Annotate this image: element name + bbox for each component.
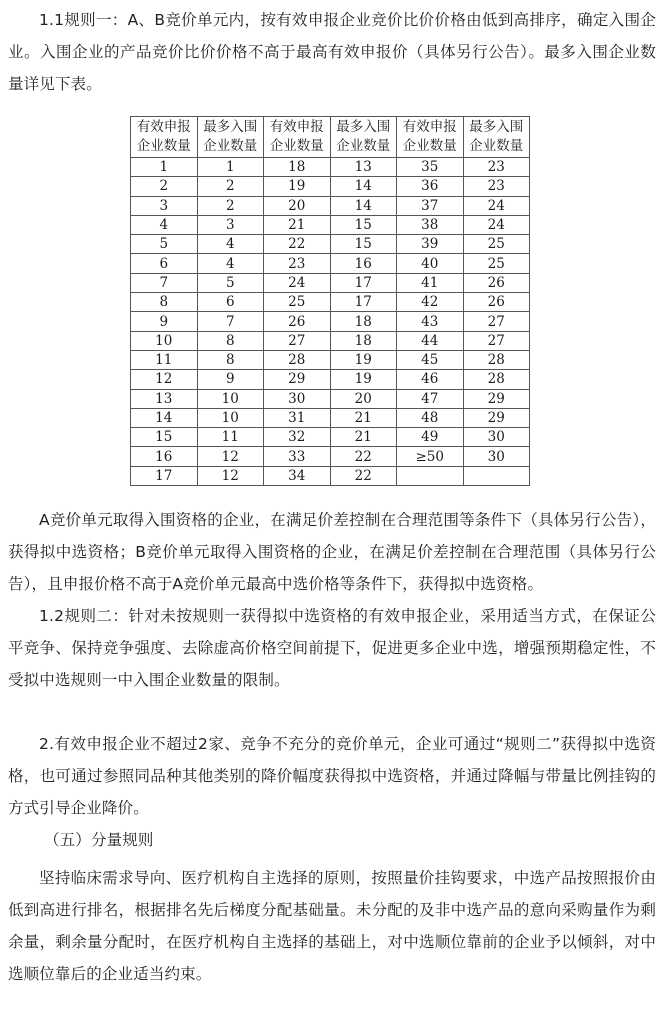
table-cell: 28 — [463, 350, 530, 369]
table-cell: 4 — [197, 235, 264, 254]
table-cell: 8 — [197, 331, 264, 350]
table-cell: 30 — [463, 447, 530, 466]
rule2-paragraph: 1.2规则二：针对未按规则一获得拟中选资格的有效申报企业，采用适当方式，在保证公平竞争、保持竞争强度、去除虚高价格空间前提下，促进更多企业中选，增强预期稳定性，不受拟中选规则一中入围企业数量的限制。 — [8, 607, 656, 689]
table-cell: 4 — [131, 215, 198, 234]
header-max-shortlist-3: 最多入围 企业数量 — [463, 117, 530, 158]
table-cell: 34 — [264, 466, 331, 485]
enterprise-quota-table — [130, 116, 530, 486]
table-row — [131, 466, 530, 485]
table-cell: 23 — [463, 158, 530, 177]
table-cell: 8 — [197, 350, 264, 369]
table-cell: 24 — [264, 273, 331, 292]
table-cell: 12 — [131, 370, 198, 389]
table-cell: 15 — [131, 428, 198, 447]
table-cell: 18 — [330, 312, 397, 331]
table-row — [131, 447, 530, 466]
table-cell: 5 — [131, 235, 198, 254]
table-cell: 19 — [330, 370, 397, 389]
header-valid-count-1: 有效申报 企业数量 — [131, 117, 198, 158]
table-cell: 4 — [197, 254, 264, 273]
table-row — [131, 389, 530, 408]
table-cell: 6 — [131, 254, 198, 273]
table-cell: 33 — [264, 447, 331, 466]
table-cell: 37 — [397, 196, 464, 215]
table-cell: 12 — [197, 447, 264, 466]
table-cell: 25 — [463, 254, 530, 273]
table-cell — [463, 466, 530, 485]
table-row — [131, 254, 530, 273]
table-cell: 25 — [264, 293, 331, 312]
table-cell: 8 — [131, 293, 198, 312]
table-cell: 24 — [463, 215, 530, 234]
table-cell: 47 — [397, 389, 464, 408]
table-cell: 44 — [397, 331, 464, 350]
table-row — [131, 428, 530, 447]
table-cell: 29 — [463, 389, 530, 408]
table-cell: 29 — [264, 370, 331, 389]
table-cell: ≥50 — [397, 447, 464, 466]
rule1-intro-paragraph: 1.1规则一：A、B竞价单元内，按有效申报企业竞价比价价格由低到高排序，确定入围企业。入围企业的产品竞价比价价格不高于最高有效申报价（具体另行公告）。最多入围企业数量详见下表。 — [8, 11, 656, 93]
rule1-after-paragraph: A竞价单元取得入围资格的企业，在满足价差控制在合理范围等条件下（具体另行公告），获得拟中选资格；B竞价单元取得入围资格的企业，在满足价差控制在合理范围（具体另行公告），且申报价格不高于A竞价单元最高中选价格等条件下，获得拟中选资格。 — [8, 511, 656, 593]
table-cell: 1 — [131, 158, 198, 177]
header-max-shortlist-2: 最多入围 企业数量 — [330, 117, 397, 158]
table-row — [131, 293, 530, 312]
table-cell: 11 — [131, 350, 198, 369]
table-row — [131, 158, 530, 177]
table-cell — [397, 466, 464, 485]
table-cell: 17 — [330, 273, 397, 292]
table-cell: 10 — [131, 331, 198, 350]
table-cell: 30 — [264, 389, 331, 408]
table-cell: 18 — [264, 158, 331, 177]
table-cell: 15 — [330, 235, 397, 254]
table-cell: 21 — [330, 408, 397, 427]
table-cell: 26 — [264, 312, 331, 331]
item2-paragraph: 2.有效申报企业不超过2家、竞争不充分的竞价单元，企业可通过“规则二”获得拟中选资格，也可通过参照同品种其他类别的降价幅度获得拟中选资格，并通过降幅与带量比例挂钩的方式引导企业降价。 — [8, 735, 656, 817]
table-cell: 16 — [330, 254, 397, 273]
table-cell: 49 — [397, 428, 464, 447]
table-cell: 14 — [131, 408, 198, 427]
table-cell: 25 — [463, 235, 530, 254]
table-header-row — [131, 117, 530, 158]
table-cell: 48 — [397, 408, 464, 427]
table-cell: 7 — [197, 312, 264, 331]
table-cell: 10 — [197, 389, 264, 408]
table-cell: 28 — [463, 370, 530, 389]
table-cell: 2 — [197, 196, 264, 215]
table-cell: 10 — [197, 408, 264, 427]
table-row — [131, 273, 530, 292]
table-cell: 14 — [330, 177, 397, 196]
table-cell: 17 — [131, 466, 198, 485]
table-cell: 7 — [131, 273, 198, 292]
table-cell: 46 — [397, 370, 464, 389]
table-cell: 32 — [264, 428, 331, 447]
table-cell: 43 — [397, 312, 464, 331]
table-row — [131, 177, 530, 196]
table-row — [131, 350, 530, 369]
table-cell: 36 — [397, 177, 464, 196]
table-cell: 29 — [463, 408, 530, 427]
table-cell: 19 — [264, 177, 331, 196]
table-cell: 42 — [397, 293, 464, 312]
table-row — [131, 312, 530, 331]
table-cell: 17 — [330, 293, 397, 312]
table-cell: 27 — [264, 331, 331, 350]
table-cell: 22 — [264, 235, 331, 254]
header-valid-count-3: 有效申报 企业数量 — [397, 117, 464, 158]
table-cell: 40 — [397, 254, 464, 273]
table-cell: 2 — [197, 177, 264, 196]
table-cell: 16 — [131, 447, 198, 466]
table-cell: 23 — [463, 177, 530, 196]
table-cell: 26 — [463, 293, 530, 312]
table-cell: 3 — [197, 215, 264, 234]
table-cell: 15 — [330, 215, 397, 234]
table-cell: 13 — [330, 158, 397, 177]
table-cell: 11 — [197, 428, 264, 447]
section5-heading: （五）分量规则 — [44, 831, 154, 849]
table-cell: 21 — [330, 428, 397, 447]
table-cell: 14 — [330, 196, 397, 215]
table-cell: 27 — [463, 312, 530, 331]
table-row — [131, 215, 530, 234]
table-row — [131, 370, 530, 389]
header-valid-count-2: 有效申报 企业数量 — [264, 117, 331, 158]
table-cell: 26 — [463, 273, 530, 292]
table-row — [131, 235, 530, 254]
table-cell: 30 — [463, 428, 530, 447]
table-cell: 6 — [197, 293, 264, 312]
table-row — [131, 408, 530, 427]
table-cell: 20 — [264, 196, 331, 215]
table-cell: 39 — [397, 235, 464, 254]
table-cell: 22 — [330, 447, 397, 466]
table-cell: 2 — [131, 177, 198, 196]
table-cell: 1 — [197, 158, 264, 177]
table-cell: 13 — [131, 389, 198, 408]
table-row — [131, 196, 530, 215]
table-cell: 21 — [264, 215, 331, 234]
table-cell: 28 — [264, 350, 331, 369]
section5-body-paragraph: 坚持临床需求导向、医疗机构自主选择的原则，按照量价挂钩要求，中选产品按照报价由低到高进行排名，根据排名先后梯度分配基础量。未分配的及非中选产品的意向采购量作为剩余量，剩余量分配时，在医疗机构自主选择的基础上，对中选顺位靠前的企业予以倾斜，对中选顺位靠后的企业适当约束。 — [8, 869, 656, 983]
table-cell: 27 — [463, 331, 530, 350]
header-max-shortlist-1: 最多入围 企业数量 — [197, 117, 264, 158]
table-cell: 31 — [264, 408, 331, 427]
table-cell: 35 — [397, 158, 464, 177]
table-cell: 24 — [463, 196, 530, 215]
table-cell: 3 — [131, 196, 198, 215]
table-cell: 9 — [197, 370, 264, 389]
table-cell: 19 — [330, 350, 397, 369]
table-cell: 45 — [397, 350, 464, 369]
table-cell: 41 — [397, 273, 464, 292]
table-cell: 18 — [330, 331, 397, 350]
table-cell: 20 — [330, 389, 397, 408]
table-cell: 9 — [131, 312, 198, 331]
table-row — [131, 331, 530, 350]
table-cell: 12 — [197, 466, 264, 485]
table-cell: 5 — [197, 273, 264, 292]
table-cell: 22 — [330, 466, 397, 485]
table-cell: 23 — [264, 254, 331, 273]
table-cell: 38 — [397, 215, 464, 234]
